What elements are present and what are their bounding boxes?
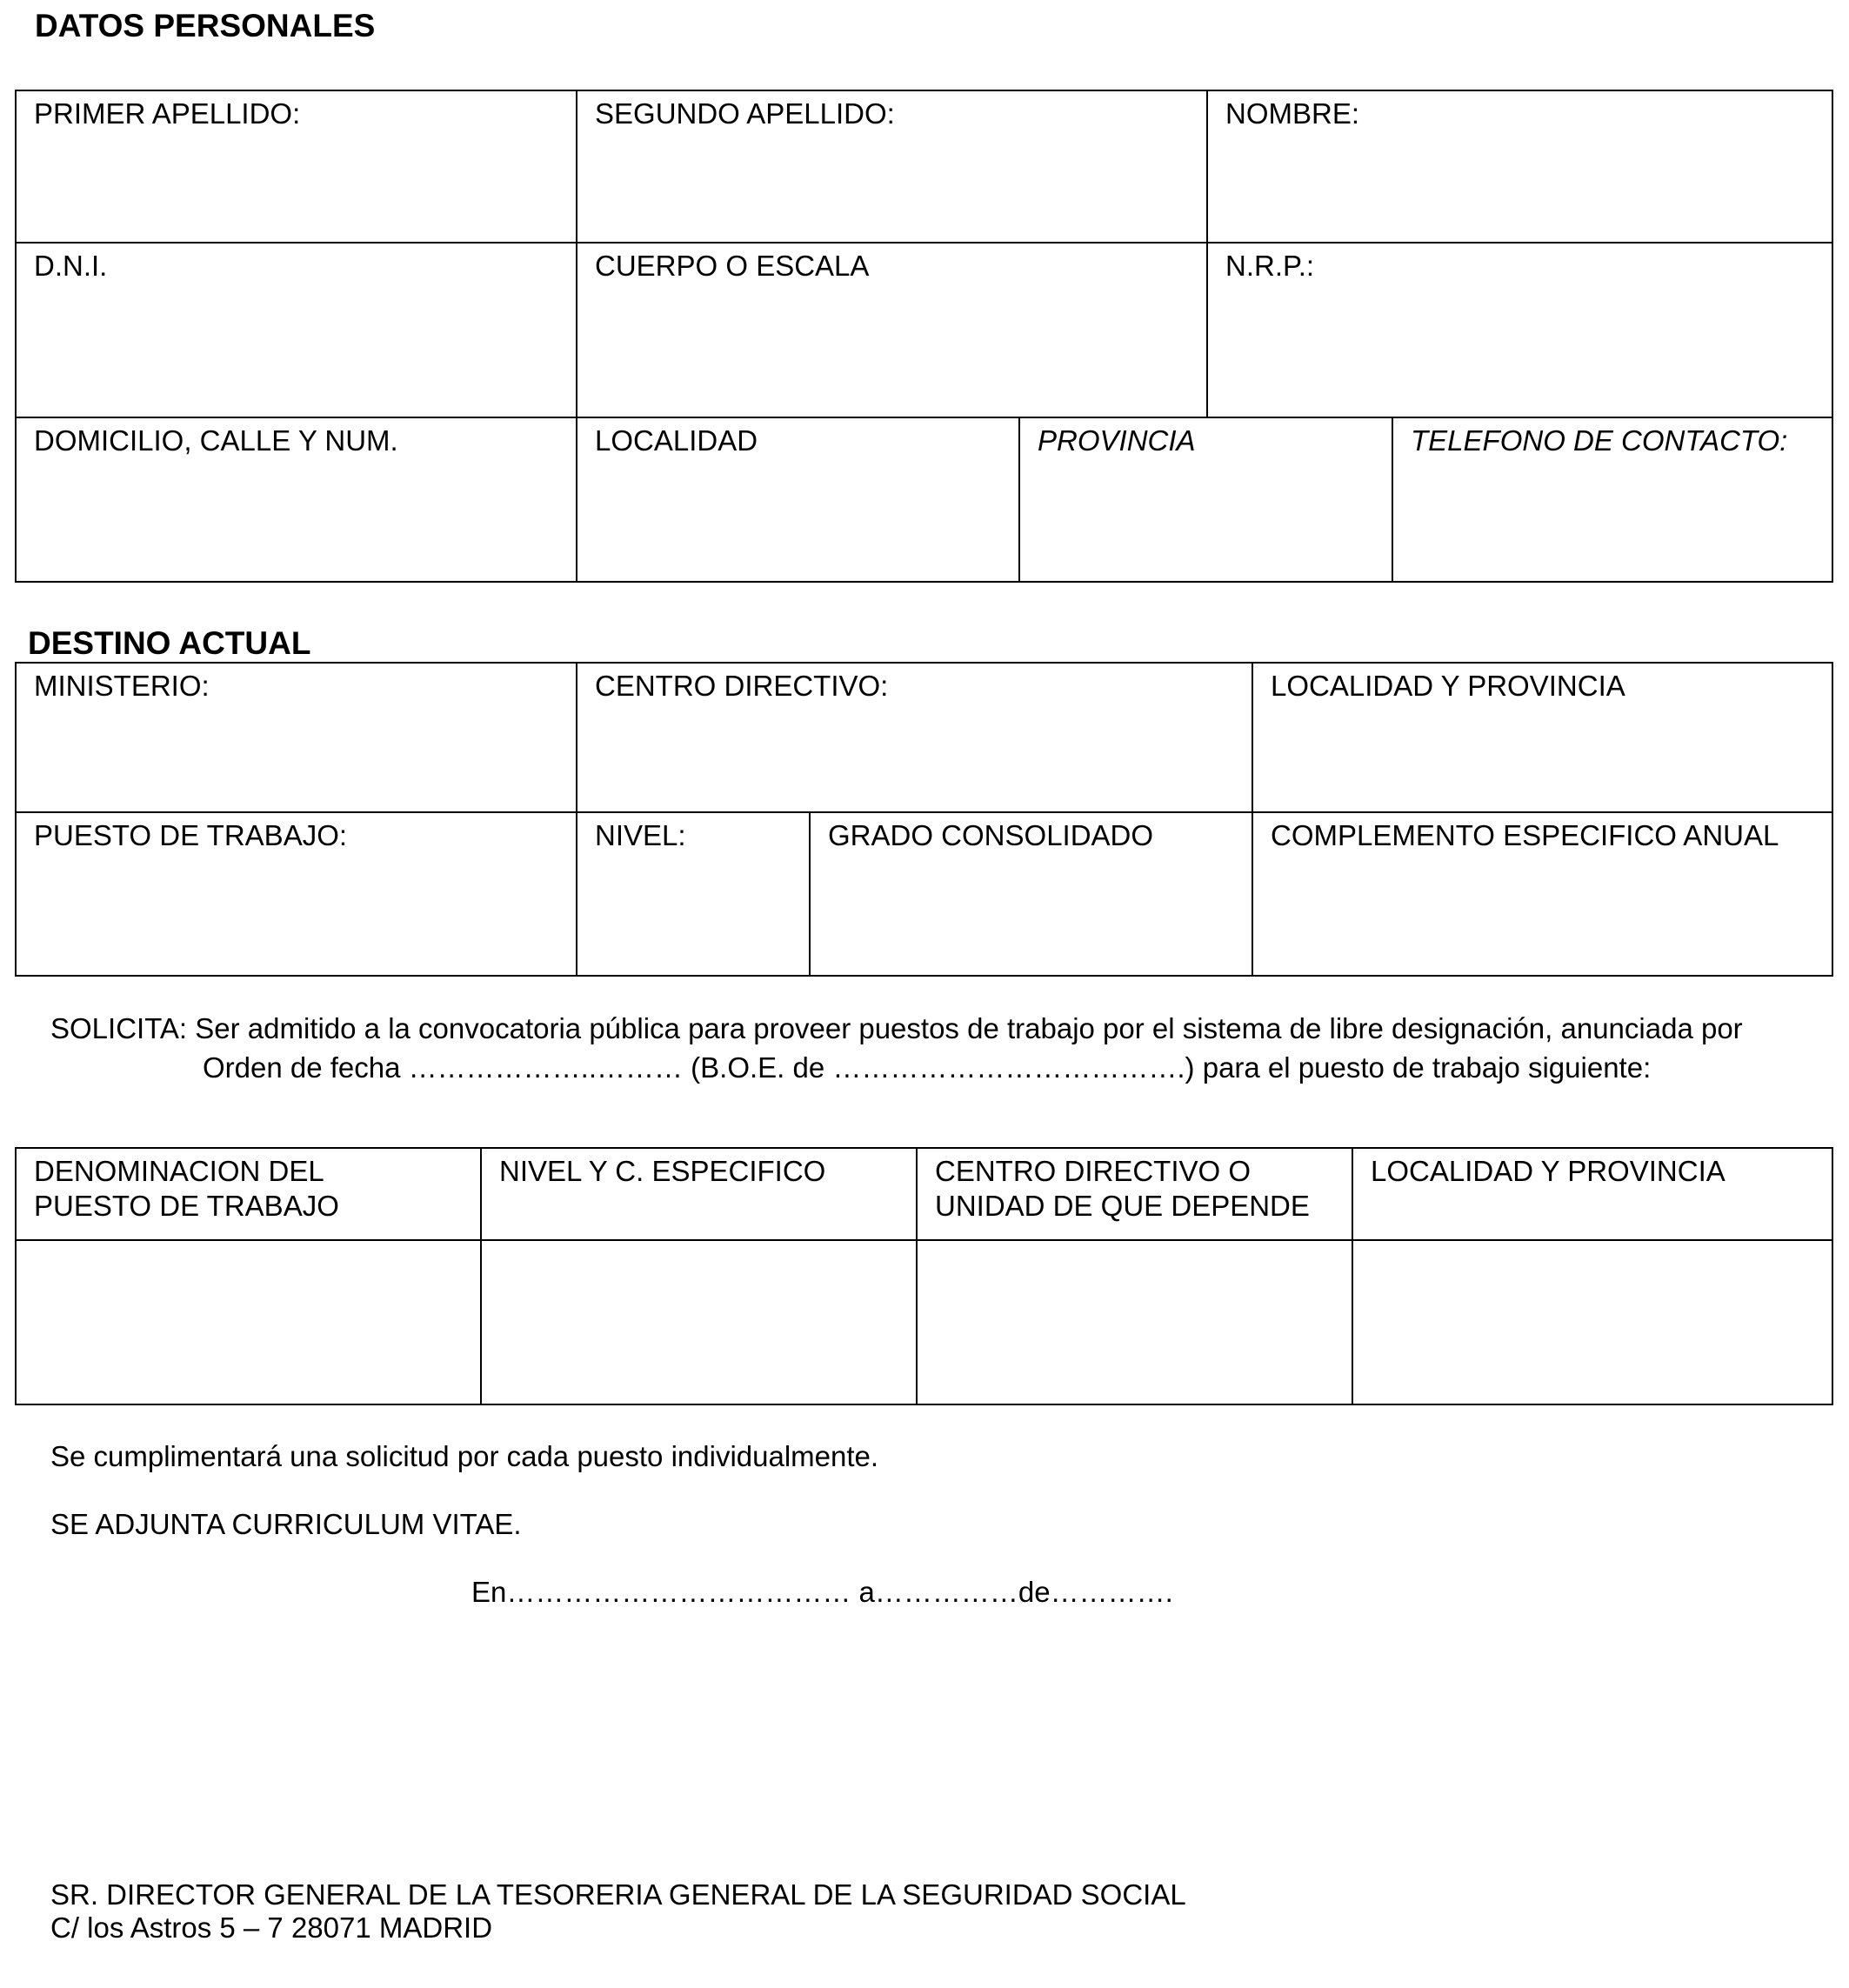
destino-actual-table: [15, 662, 1833, 977]
nivel-especifico-header-label: NIVEL Y C. ESPECIFICO: [499, 1155, 826, 1187]
localidad-provincia-header-label: LOCALIDAD Y PROVINCIA: [1371, 1155, 1726, 1187]
solicitud-individual-note: Se cumplimentará una solicitud por cada puesto individualmente.: [50, 1440, 879, 1472]
denominacion-header: [17, 1149, 482, 1241]
puesto-trabajo-field[interactable]: [17, 813, 577, 975]
complemento-field[interactable]: [1253, 813, 1832, 975]
puesto-solicitado-table: [15, 1147, 1833, 1405]
centro-directivo-header-line-1: CENTRO DIRECTIVO O: [935, 1155, 1252, 1187]
datos-personales-table: [15, 90, 1833, 583]
segundo-apellido-field[interactable]: [577, 91, 1208, 243]
centro-directivo-header: [918, 1149, 1353, 1241]
nivel-especifico-header: [482, 1149, 918, 1241]
provincia-label: PROVINCIA: [1038, 424, 1196, 457]
segundo-apellido-label: SEGUNDO APELLIDO:: [595, 97, 895, 130]
primer-apellido-field[interactable]: [17, 91, 577, 243]
denominacion-input-cell[interactable]: [17, 1241, 482, 1404]
nombre-label: NOMBRE:: [1225, 97, 1360, 130]
datos-personales-heading: DATOS PERSONALES: [35, 8, 376, 43]
nrp-field[interactable]: [1208, 243, 1832, 418]
localidad-provincia-label: LOCALIDAD Y PROVINCIA: [1271, 670, 1625, 702]
nivel-especifico-input-cell[interactable]: [482, 1241, 918, 1404]
localidad-provincia-input-cell[interactable]: [1353, 1241, 1832, 1404]
solicita-line-1: SOLICITA: Ser admitido a la convocatoria pública para proveer puestos de trabajo por el sistema de libre designación, anunciada por: [50, 1012, 1743, 1044]
centro-directivo-field[interactable]: [577, 664, 1253, 813]
cuerpo-escala-field[interactable]: [577, 243, 1208, 418]
localidad-provincia-header: [1353, 1149, 1832, 1241]
centro-directivo-label: CENTRO DIRECTIVO:: [595, 670, 889, 702]
nivel-label: NIVEL:: [595, 819, 686, 851]
telefono-field[interactable]: [1393, 418, 1832, 581]
denominacion-header-line-2: PUESTO DE TRABAJO: [34, 1190, 339, 1222]
destinatario-line-2: C/ los Astros 5 – 7 28071 MADRID: [50, 1911, 493, 1944]
provincia-field[interactable]: [1020, 418, 1393, 581]
puesto-trabajo-label: PUESTO DE TRABAJO:: [34, 819, 348, 851]
destino-actual-heading: DESTINO ACTUAL: [28, 625, 311, 661]
dni-field[interactable]: [17, 243, 577, 418]
cuerpo-escala-label: CUERPO O ESCALA: [595, 250, 870, 282]
fecha-lugar-line[interactable]: En……………………………… a……………de………….: [471, 1576, 1173, 1608]
localidad-provincia-field[interactable]: [1253, 664, 1832, 813]
ministerio-field[interactable]: [17, 664, 577, 813]
ministerio-label: MINISTERIO:: [34, 670, 210, 702]
localidad-label: LOCALIDAD: [595, 424, 758, 457]
curriculum-note: SE ADJUNTA CURRICULUM VITAE.: [50, 1508, 522, 1540]
domicilio-label: DOMICILIO, CALLE Y NUM.: [34, 424, 398, 457]
domicilio-field[interactable]: [17, 418, 577, 581]
telefono-label: TELEFONO DE CONTACTO:: [1411, 424, 1788, 457]
nivel-field[interactable]: [577, 813, 811, 975]
primer-apellido-label: PRIMER APELLIDO:: [34, 97, 301, 130]
solicita-line-2: Orden de fecha ………………..……… (B.O.E. de ……………………………….) para el puesto de trabajo siguiente:: [203, 1051, 1652, 1084]
nombre-field[interactable]: [1208, 91, 1832, 243]
centro-directivo-input-cell[interactable]: [918, 1241, 1353, 1404]
grado-consolidado-label: GRADO CONSOLIDADO: [828, 819, 1154, 851]
localidad-field[interactable]: [577, 418, 1020, 581]
complemento-label: COMPLEMENTO ESPECIFICO ANUAL: [1271, 819, 1779, 851]
dni-label: D.N.I.: [34, 250, 108, 282]
grado-consolidado-field[interactable]: [811, 813, 1253, 975]
nrp-label: N.R.P.:: [1225, 250, 1315, 282]
centro-directivo-header-line-2: UNIDAD DE QUE DEPENDE: [935, 1190, 1310, 1222]
denominacion-header-line-1: DENOMINACION DEL: [34, 1155, 324, 1187]
destinatario-line-1: SR. DIRECTOR GENERAL DE LA TESORERIA GENERAL DE LA SEGURIDAD SOCIAL: [50, 1878, 1186, 1911]
